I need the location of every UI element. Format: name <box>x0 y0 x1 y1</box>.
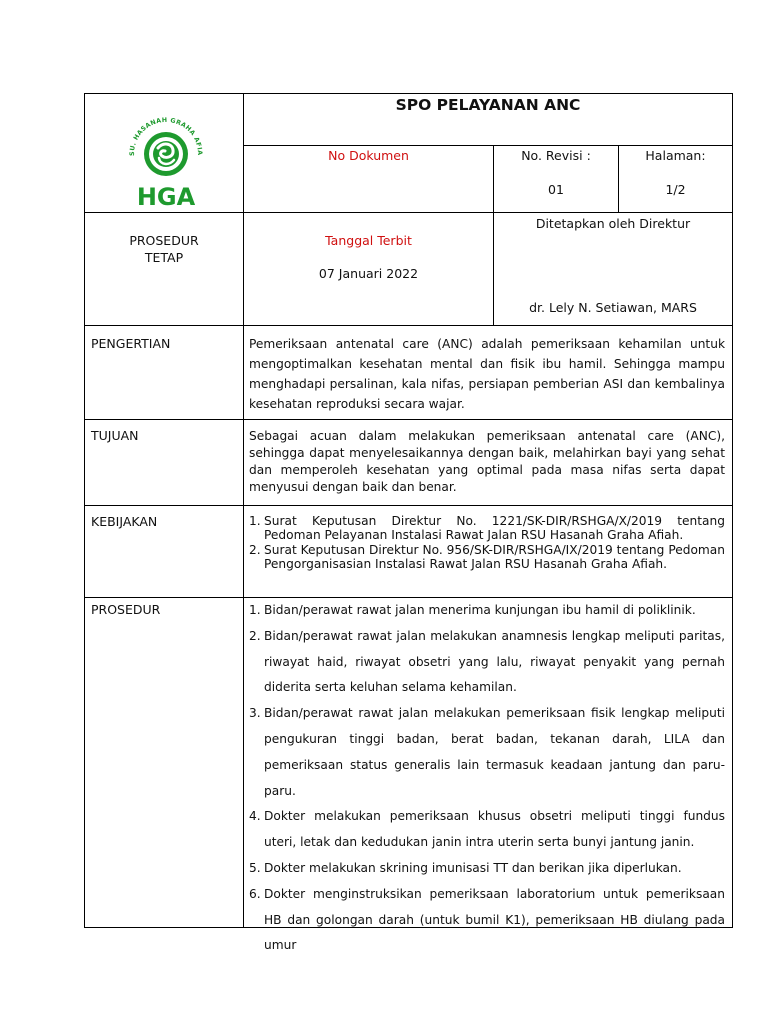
prosedur-item-number: 4. <box>249 809 261 824</box>
row-divider <box>85 212 732 213</box>
prosedur-item <box>249 598 725 624</box>
tanggal-terbit-label: Tanggal Terbit <box>325 233 412 248</box>
column-divider <box>243 94 244 927</box>
hga-logo-icon <box>125 112 207 210</box>
prosedur-list <box>249 598 725 959</box>
prosedur-item-text: Dokter menginstruksikan pemeriksaan laboratorium untuk pemeriksaan HB dan golongan darah (untuk bumil K1), pemeriksaan HB diulang pada umur <box>264 886 725 953</box>
row-divider <box>244 145 732 146</box>
no-dokumen-label: No Dokumen <box>328 148 409 163</box>
kebijakan-item <box>249 514 725 543</box>
prosedur-item-number: 6. <box>249 886 261 901</box>
kebijakan-item-text: Surat Keputusan Direktur No. 956/SK-DIR/RSHGA/IX/2019 tentang Pedoman Pengorganisasian Instalasi Rawat Jalan RSU Hasanah Graha Afiah. <box>264 542 725 572</box>
hospital-logo <box>125 112 207 210</box>
prosedur-item-number: 2. <box>249 628 261 643</box>
document-title: SPO PELAYANAN ANC <box>395 96 581 114</box>
prosedur-item-text: Bidan/perawat rawat jalan menerima kunjungan ibu hamil di poliklinik. <box>264 603 696 617</box>
spo-document <box>84 93 733 953</box>
kebijakan-item-number: 1. <box>249 514 261 528</box>
kebijakan-list <box>249 514 725 572</box>
pengertian-label: PENGERTIAN <box>91 336 171 351</box>
ditetapkan-label: Ditetapkan oleh Direktur <box>535 216 691 231</box>
prosedur-item <box>249 701 725 804</box>
prosedur-item <box>249 856 725 882</box>
tujuan-text: Sebagai acuan dalam melakukan pemeriksaan antenatal care (ANC), sehingga dapat menyelesaikannya dengan baik, melahirkan bayi yang sehat dan memperoleh kesehatan yang optimal pada masa nifas serta dapat menyusui dengan baik dan benar. <box>249 429 725 494</box>
prosedur-label: PROSEDUR <box>91 602 161 617</box>
prosedur-item-number: 5. <box>249 860 261 875</box>
prosedur-item <box>249 882 725 959</box>
logo-text: HGA <box>136 183 196 210</box>
row-divider <box>85 419 732 420</box>
prosedur-item-text: Bidan/perawat rawat jalan melakukan pemeriksaan fisik lengkap meliputi pengukuran tinggi badan, berat badan, tekanan darah, LILA dan pemeriksaan status generalis lain termasuk keadaan jantung dan paru-paru. <box>264 706 725 798</box>
prosedur-item-number: 1. <box>249 603 261 617</box>
kebijakan-item-number: 2. <box>249 542 261 557</box>
tujuan-label: TUJUAN <box>91 428 139 443</box>
no-revisi-label: No. Revisi : <box>521 148 591 163</box>
row-divider <box>85 505 732 506</box>
prosedur-item-text: Dokter melakukan pemeriksaan khusus obsetri meliputi tinggi fundus uteri, letak dan kedudukan janin intra uterin serta bunyi jantung janin. <box>264 809 725 850</box>
prosedur-tetap-line2: TETAP <box>144 250 184 265</box>
tanggal-terbit-value: 07 Januari 2022 <box>318 266 419 281</box>
halaman-value: 1/2 <box>665 182 686 197</box>
prosedur-item <box>249 804 725 856</box>
prosedur-item-number: 3. <box>249 706 261 721</box>
pengertian-text: Pemeriksaan antenatal care (ANC) adalah pemeriksaan kehamilan untuk mengoptimalkan kesehatan mental dan fisik ibu hamil. Sehingga mampu menghadapi persalinan, kala nifas, persiapan pemberian ASI dan kembalinya kesehatan reproduksi secara wajar. <box>249 337 725 411</box>
institution-arc-text: SU. HASANAH GRAHA AFIA <box>128 116 204 157</box>
kebijakan-label: KEBIJAKAN <box>91 514 158 529</box>
prosedur-item-text: Dokter melakukan skrining imunisasi TT dan berikan jika diperlukan. <box>264 860 682 875</box>
halaman-label: Halaman: <box>645 148 706 163</box>
row-divider <box>85 325 732 326</box>
kebijakan-item-text: Surat Keputusan Direktur No. 1221/SK-DIR/RSHGA/X/2019 tentang Pedoman Pelayanan Instalasi Rawat Jalan RSU Hasanah Graha Afiah. <box>264 514 725 543</box>
prosedur-item <box>249 624 725 701</box>
no-revisi-value: 01 <box>548 182 564 197</box>
kebijakan-item <box>249 543 725 572</box>
prosedur-item-text: Bidan/perawat rawat jalan melakukan anamnesis lengkap meliputi paritas, riwayat haid, riwayat obsetri yang lalu, riwayat penyakit yang pernah diderita serta keluhan selama kehamilan. <box>264 628 725 695</box>
direktur-name: dr. Lely N. Setiawan, MARS <box>529 300 697 315</box>
prosedur-tetap-line1: PROSEDUR <box>129 233 199 248</box>
